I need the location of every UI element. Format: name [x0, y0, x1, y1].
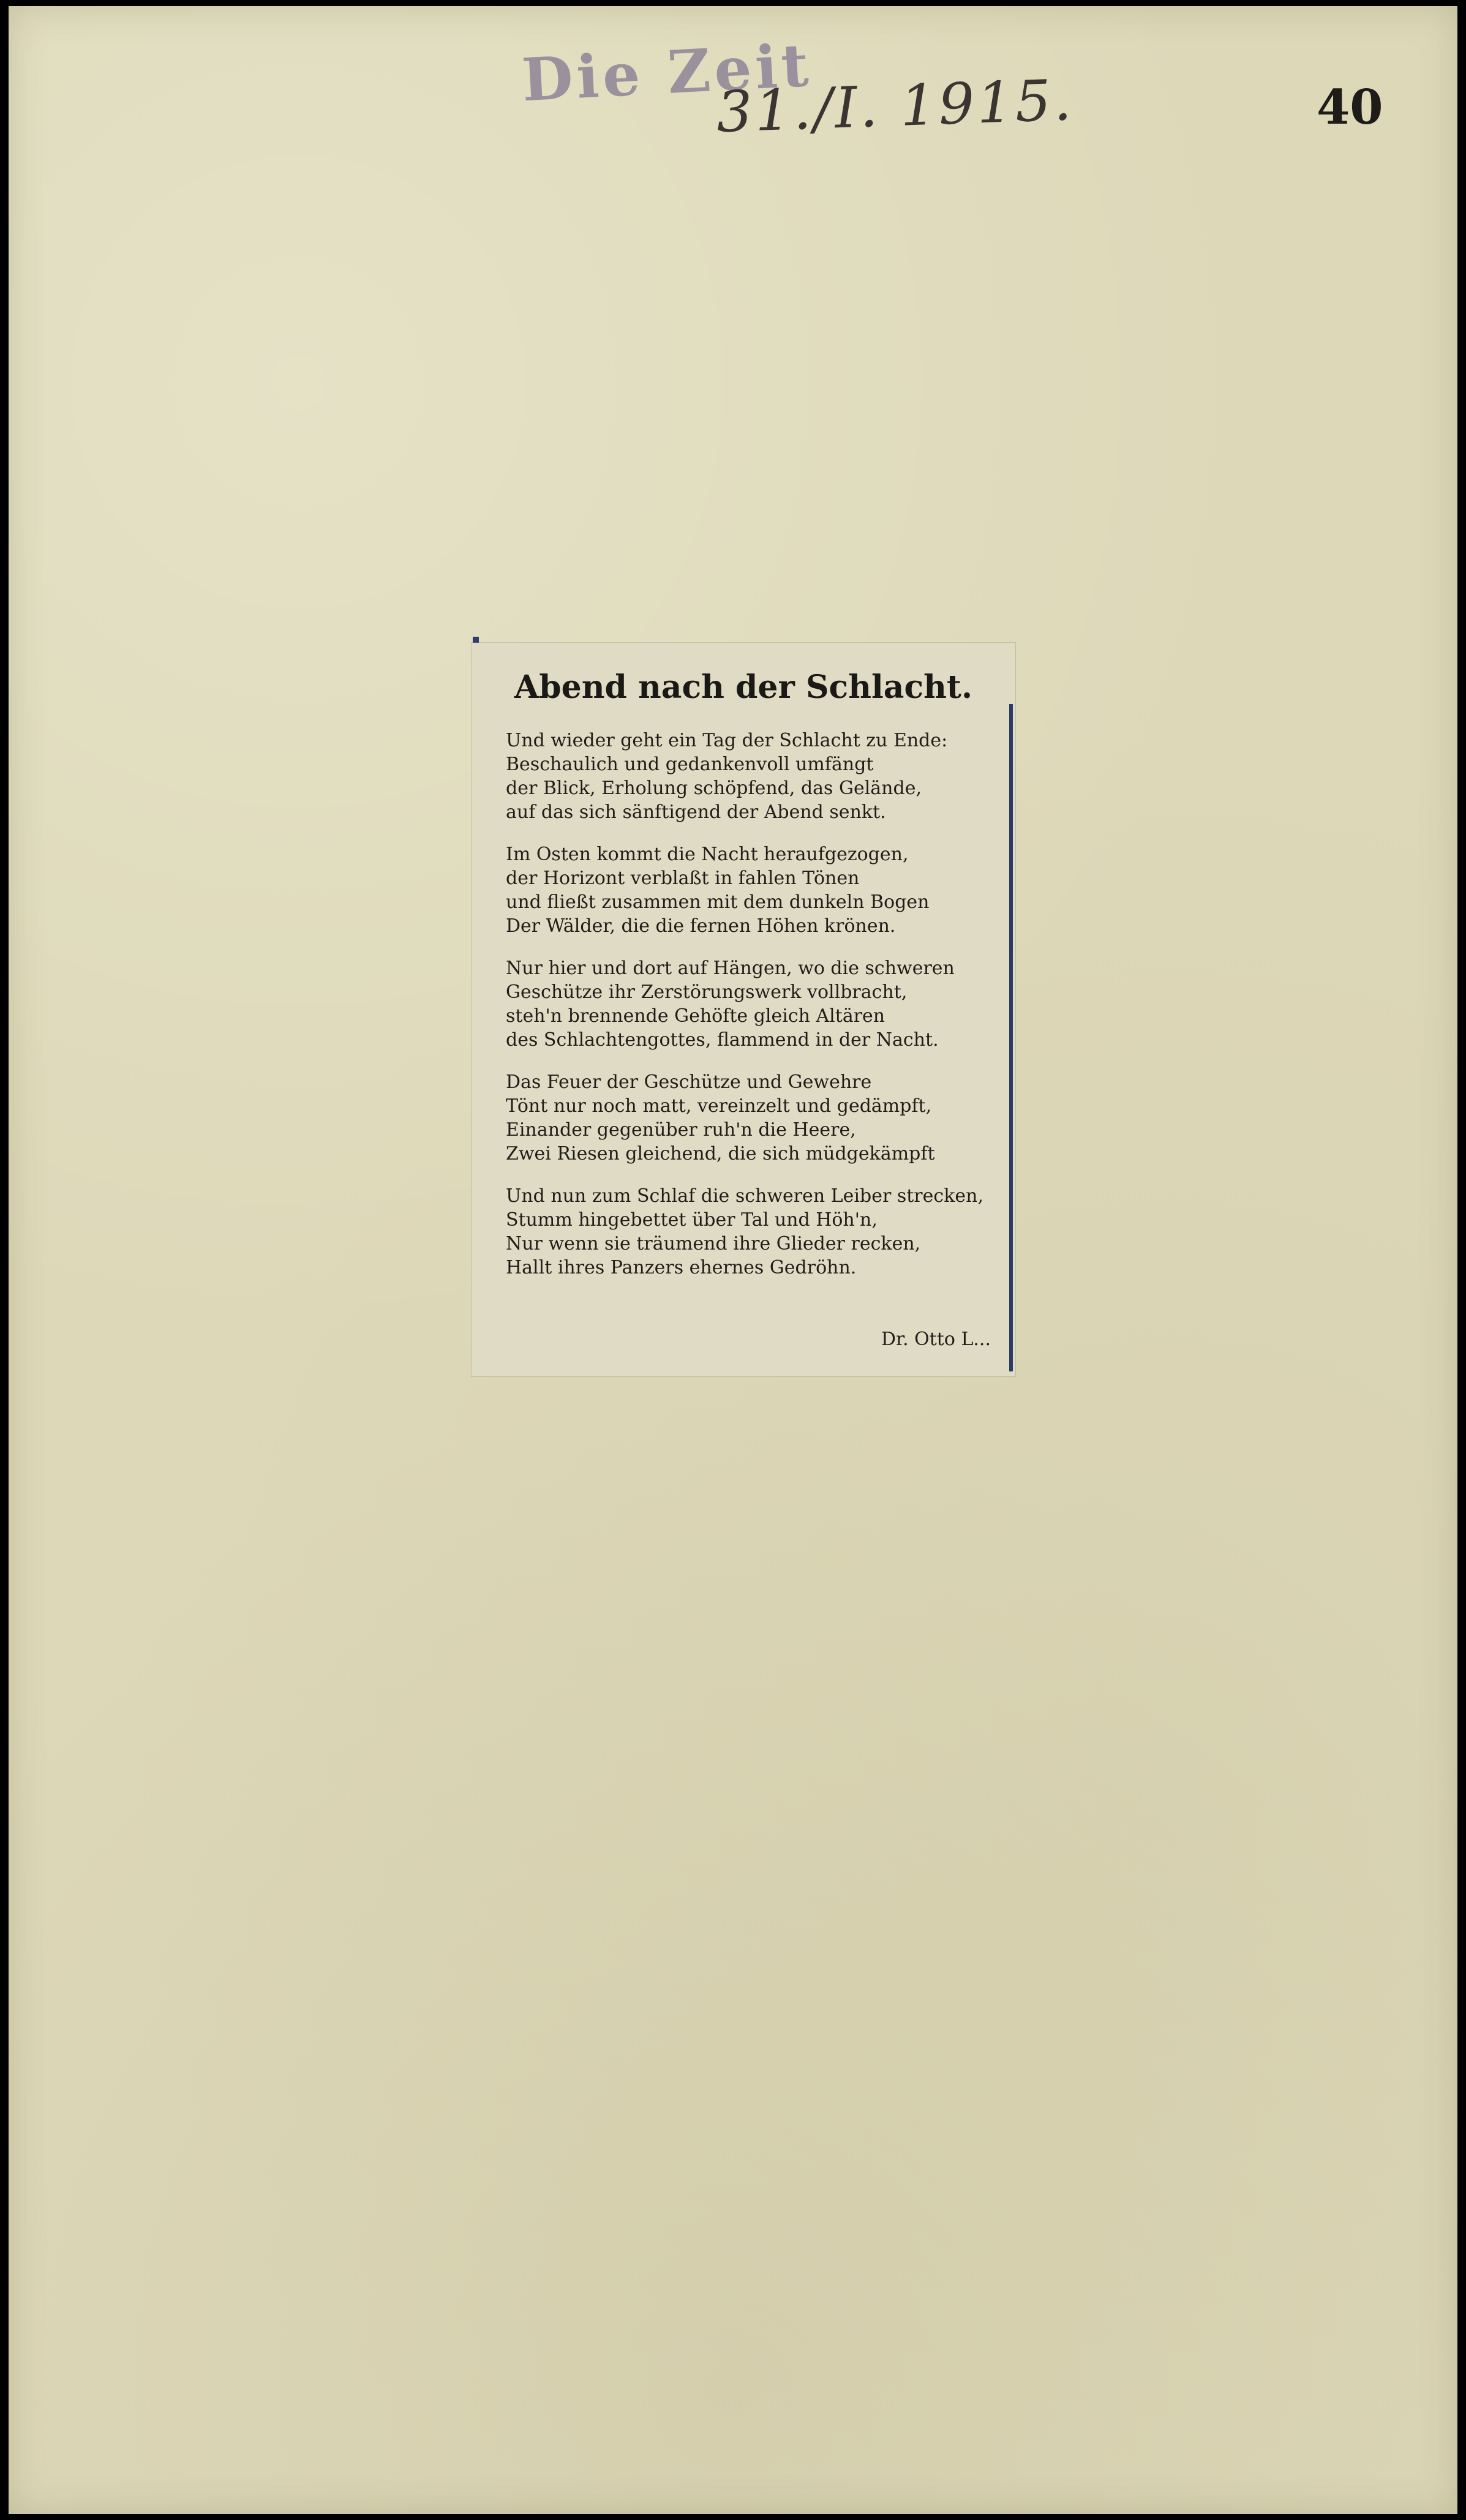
poem-line: Tönt nur noch matt, vereinzelt und gedämpft, — [506, 1095, 932, 1117]
poem-line: Hallt ihres Panzers ehernes Gedröhn. — [506, 1257, 857, 1278]
poem-title: Abend nach der Schlacht. — [514, 669, 973, 706]
poem-body — [506, 729, 996, 1298]
poem-line: Das Feuer der Geschütze und Gewehre — [506, 1071, 872, 1093]
poem-line: Geschütze ihr Zerstörungswerk vollbracht, — [506, 981, 908, 1003]
handwritten-date: 31./I. 1915. — [715, 67, 1075, 146]
poem-line: steh'n brennende Gehöfte gleich Altären — [506, 1005, 885, 1027]
poem-line: Nur hier und dort auf Hängen, wo die schweren — [506, 958, 955, 979]
stanza-2 — [506, 842, 996, 938]
newspaper-stamp: Die Zeit — [520, 30, 814, 115]
poem-line: Beschaulich und gedankenvoll umfängt — [506, 754, 874, 775]
clipping-edge-mark-right — [1009, 704, 1013, 1371]
stanza-4 — [506, 1070, 996, 1166]
poem-line: Der Wälder, die die fernen Höhen krönen. — [506, 915, 896, 937]
poem-line: der Blick, Erholung schöpfend, das Gelände, — [506, 778, 922, 799]
stanza-1 — [506, 729, 996, 824]
poem-line: der Horizont verblaßt in fahlen Tönen — [506, 868, 860, 889]
page-number: 40 — [1317, 80, 1383, 135]
stanza-3 — [506, 956, 996, 1052]
poem-line: Stumm hingebettet über Tal und Höh'n, — [506, 1209, 878, 1231]
poem-line: Und nun zum Schlaf die schweren Leiber strecken, — [506, 1185, 983, 1207]
poem-line: auf das sich sänftigend der Abend senkt. — [506, 801, 886, 823]
poem-line: Im Osten kommt die Nacht heraufgezogen, — [506, 844, 909, 865]
poem-line: Zwei Riesen gleichend, die sich müdgekämpft — [506, 1143, 935, 1164]
poem-line: Einander gegenüber ruh'n die Heere, — [506, 1119, 856, 1141]
poem-line: Und wieder geht ein Tag der Schlacht zu Ende: — [506, 730, 948, 751]
poem-line: Nur wenn sie träumend ihre Glieder recken, — [506, 1233, 921, 1254]
poem-line: des Schlachtengottes, flammend in der Nacht. — [506, 1029, 939, 1051]
poem-line: und fließt zusammen mit dem dunkeln Bogen — [506, 891, 930, 913]
stanza-5 — [506, 1184, 996, 1280]
newspaper-clipping — [472, 643, 1015, 1376]
author-signature: Dr. Otto L... — [881, 1329, 991, 1350]
